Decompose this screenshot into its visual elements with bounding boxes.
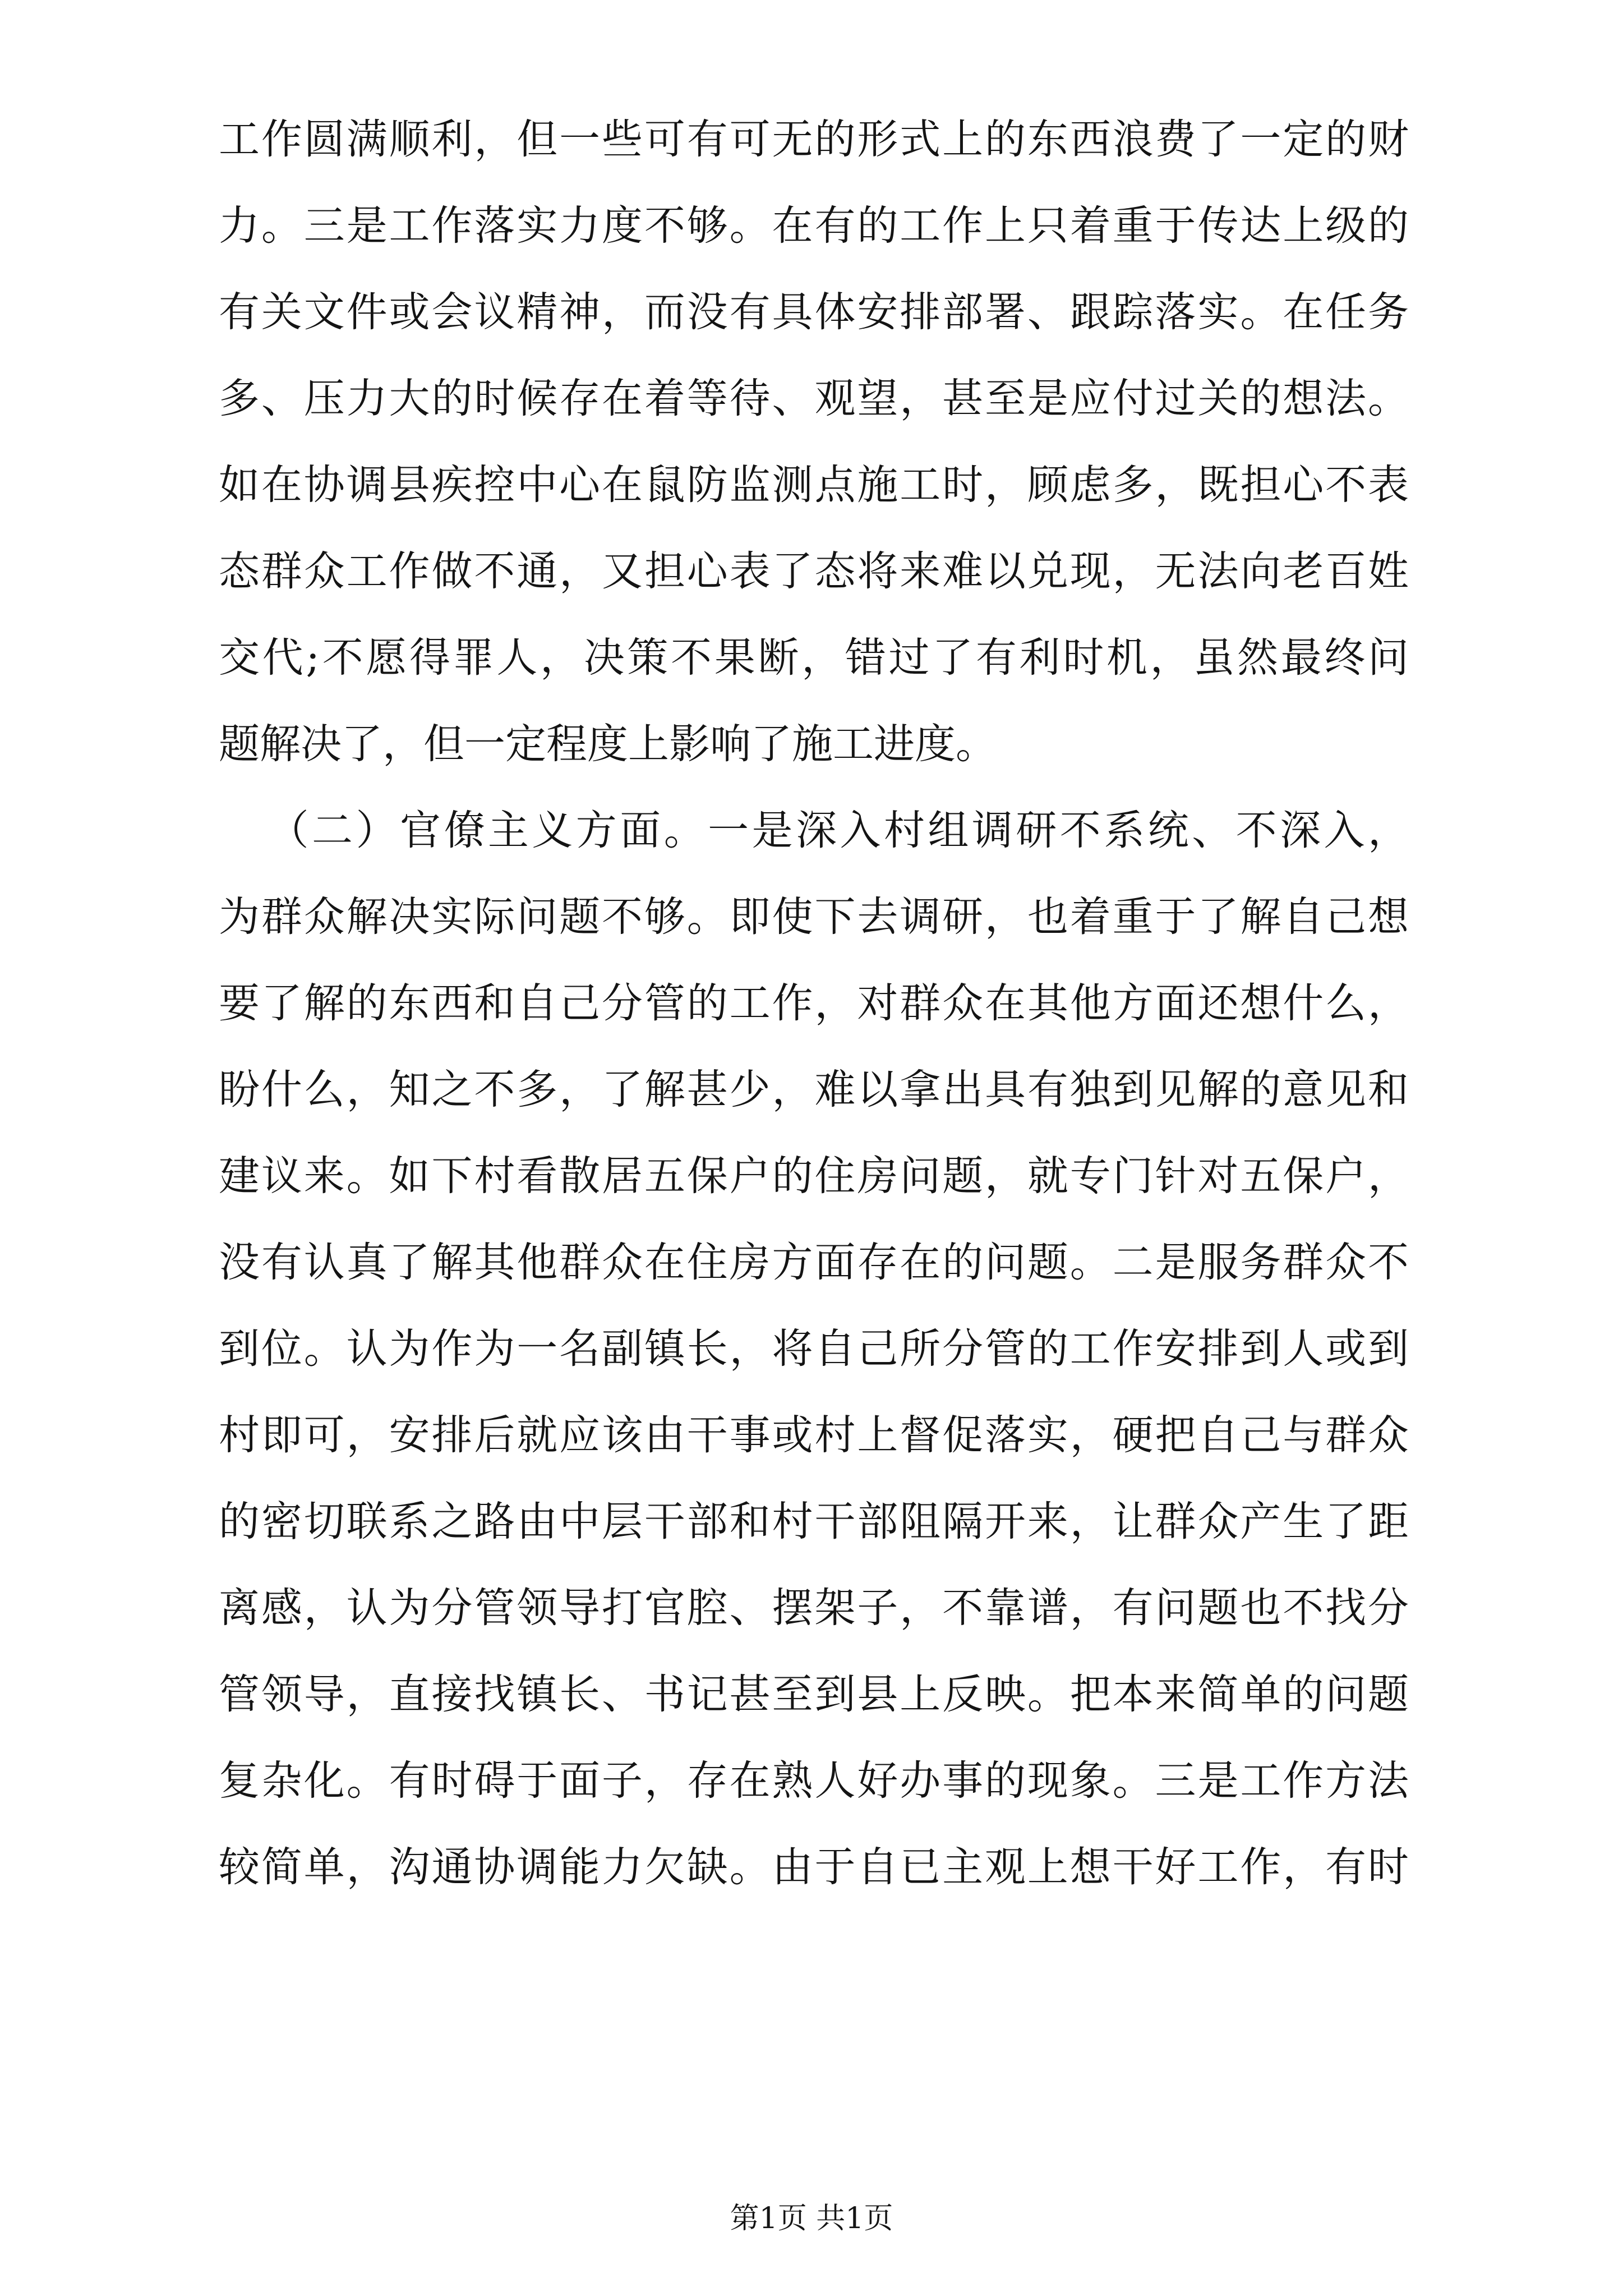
text-line: 管领导，直接找镇长、书记甚至到县上反映。把本来简单的问题	[219, 1671, 1409, 1718]
text-line: 题解决了，但一定程度上影响了施工进度。	[219, 720, 997, 768]
paragraph-1	[219, 96, 1409, 788]
page-footer: 第1页 共1页	[730, 2202, 893, 2235]
paragraph-2	[219, 788, 1409, 1911]
text-line: 工作圆满顺利，但一些可有可无的形式上的东西浪费了一定的财	[219, 116, 1409, 163]
text-line: 态群众工作做不通，又担心表了态将来难以兑现，无法向老百姓	[219, 547, 1409, 595]
text-line: 离感，认为分管领导打官腔、摆架子，不靠谱，有问题也不找分	[219, 1584, 1409, 1632]
text-line: 力。三是工作落实力度不够。在有的工作上只着重于传达上级的	[219, 202, 1409, 250]
text-line: （二）官僚主义方面。一是深入村组调研不系统、不深入，	[268, 807, 1409, 854]
text-line: 交代;不愿得罪人，决策不果断，错过了有利时机，虽然最终问	[219, 634, 1409, 682]
text-line: 要了解的东西和自己分管的工作，对群众在其他方面还想什么，	[219, 979, 1409, 1027]
text-line: 复杂化。有时碍于面子，存在熟人好办事的现象。三是工作方法	[219, 1757, 1409, 1805]
text-line: 到位。认为作为一名副镇长，将自己所分管的工作安排到人或到	[219, 1325, 1409, 1373]
text-line: 多、压力大的时候存在着等待、观望，甚至是应付过关的想法。	[219, 375, 1409, 422]
text-line: 建议来。如下村看散居五保户的住房问题，就专门针对五保户，	[219, 1152, 1409, 1200]
text-line: 的密切联系之路由中层干部和村干部阻隔开来，让群众产生了距	[219, 1498, 1409, 1545]
text-line: 盼什么，知之不多，了解甚少，难以拿出具有独到见解的意见和	[219, 1066, 1409, 1114]
text-line: 如在协调县疾控中心在鼠防监测点施工时，顾虑多，既担心不表	[219, 461, 1409, 509]
text-line: 没有认真了解其他群众在住房方面存在的问题。二是服务群众不	[219, 1239, 1409, 1286]
text-line: 有关文件或会议精神，而没有具体安排部署、跟踪落实。在任务	[219, 288, 1409, 336]
text-line: 村即可，安排后就应该由干事或村上督促落实，硬把自己与群众	[219, 1411, 1409, 1459]
text-line: 较简单，沟通协调能力欠缺。由于自已主观上想干好工作，有时	[219, 1843, 1409, 1891]
document-body	[219, 96, 1409, 1911]
text-line: 为群众解决实际问题不够。即使下去调研，也着重于了解自己想	[219, 893, 1409, 941]
